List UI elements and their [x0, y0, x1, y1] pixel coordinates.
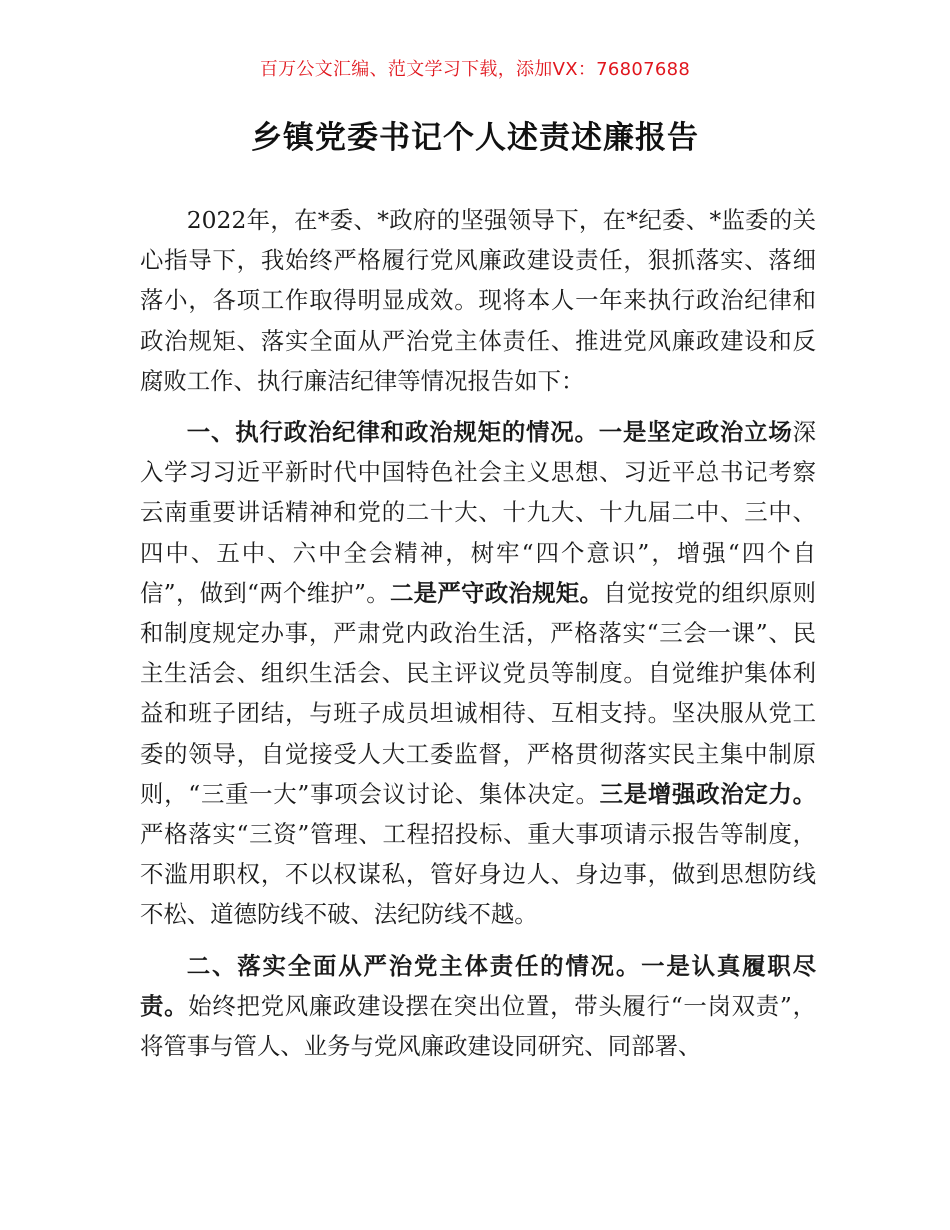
- section-2-point-1-lead: 一是认真履职尽责。: [140, 951, 816, 1020]
- section-1-point-1-lead: 一是坚定政治立场: [598, 418, 793, 447]
- section-1-point-2-lead: 二是严守政治规矩。: [389, 578, 604, 607]
- section-1-point-1-text: 深入学习习近平新时代中国特色社会主义思想、习近平总书记考察云南重要讲话精神和党的二十大、十九大、十九届二中、三中、四中、五中、六中全会精神，树牢“四个意识”，增强“四个自信”，做到“两个维护”。: [140, 418, 816, 607]
- section-1-point-2-text: 自觉按党的组织原则和制度规定办事，严肃党内政治生活，严格落实“三会一课”、民主生活会、组织生活会、民主评议党员等制度。自觉维护集体利益和班子团结，与班子成员坦诚相待、互相支持。坚决服从党工委的领导，自觉接受人大工委监督，严格贯彻落实民主集中制原则，“三重一大”事项会议讨论、集体决定。: [140, 578, 817, 808]
- section-1-heading: 一、执行政治纪律和政治规矩的情况。: [186, 418, 599, 447]
- intro-paragraph: 2022年，在*委、*政府的坚强领导下，在*纪委、*监委的关心指导下，我始终严格履行党风廉政建设责任，狠抓落实、落细落小，各项工作取得明显成效。现将本人一年来执行政治纪律和政治规矩、落实全面从严治党主体责任、推进党风廉政建设和反腐败工作、执行廉洁纪律等情况报告如下：: [140, 206, 816, 395]
- section-2-paragraph: [140, 946, 816, 1067]
- document-body: [140, 200, 816, 1066]
- section-1-point-3-text: 严格落实“三资”管理、工程招投标、重大事项请示报告等制度，不滥用职权，不以权谋私，管好身边人、身边事，做到思想防线不松、道德防线不破、法纪防线不越。: [140, 820, 816, 929]
- section-1-paragraph: [140, 412, 816, 935]
- section-2-point-1-text: 始终把党风廉政建设摆在突出位置，带头履行“一岗双责”，将管事与管人、业务与党风廉政建设同研究、同部署、: [140, 991, 816, 1061]
- section-1-point-3-lead: 三是增强政治定力。: [599, 779, 817, 808]
- document-title: 乡镇党委书记个人述责述廉报告: [251, 120, 699, 156]
- watermark-banner: 百万公文汇编、范文学习下载，添加VX：76807688: [259, 59, 691, 80]
- section-2-heading: 二、落实全面从严治党主体责任的情况。: [186, 951, 642, 980]
